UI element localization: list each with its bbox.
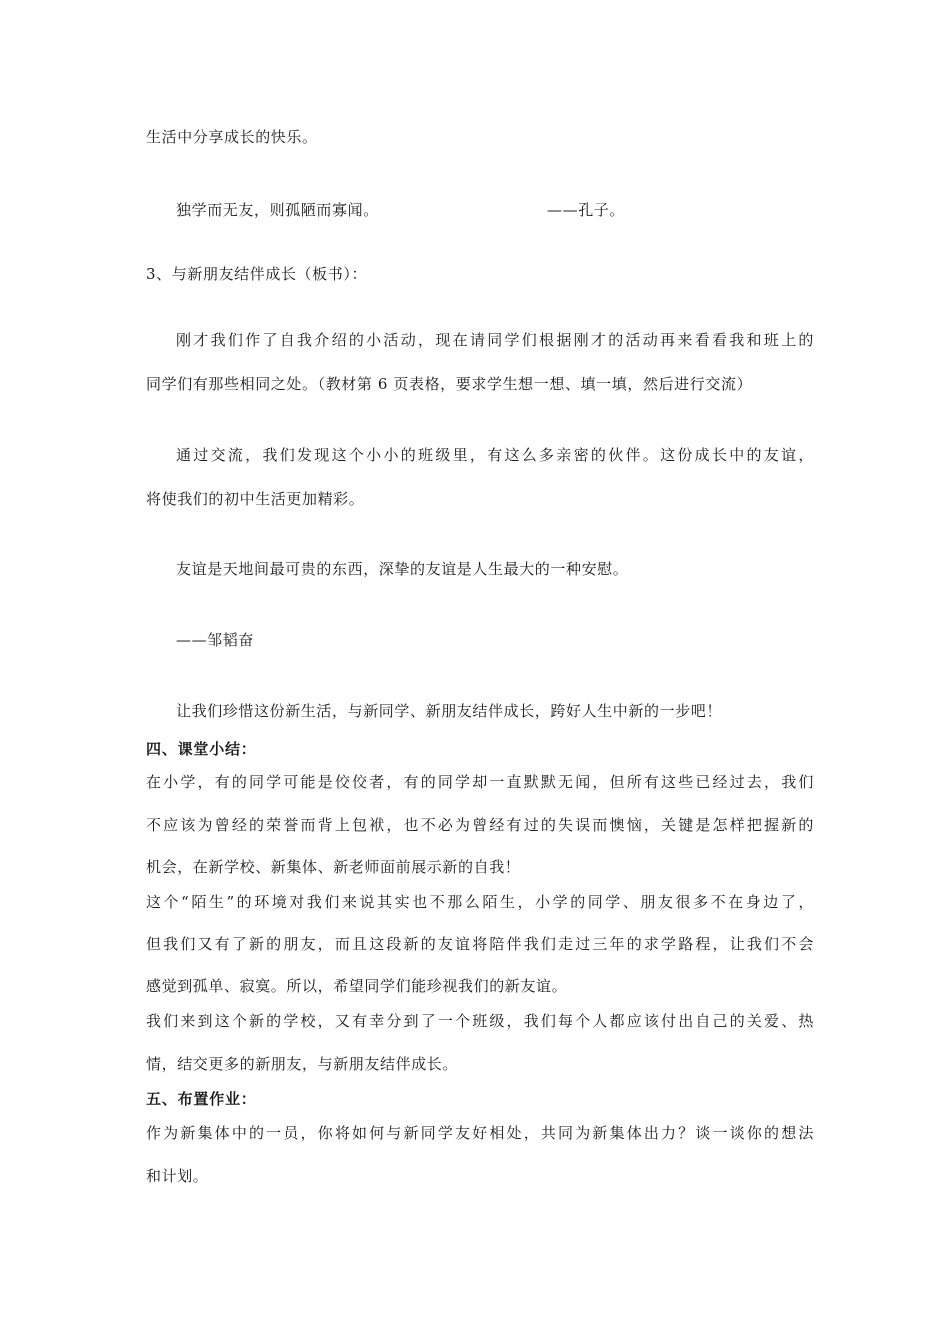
paragraph-line: 我们来到这个新的学校，又有幸分到了一个班级，我们每个人都应该付出自己的关爱、热 [146,1012,814,1030]
paragraph-line: 感觉到孤单、寂寞。所以，希望同学们能珍视我们的新友谊。 [146,977,568,995]
section-heading-summary: 四、课堂小结： [146,740,257,758]
paragraph-line: 刚才我们作了自我介绍的小活动，现在请同学们根据刚才的活动再来看看我和班上的 [176,331,814,349]
paragraph-line: 这个“陌生”的环境对我们来说其实也不那么陌生，小学的同学、朋友很多不在身边了， [146,893,814,911]
paragraph-line: 生活中分享成长的快乐。 [146,128,318,146]
closing-line: 让我们珍惜这份新生活，与新同学、新朋友结伴成长，跨好人生中新的一步吧！ [176,702,723,720]
paragraph-line: 同学们有那些相同之处。（教材第 6 页表格，要求学生想一想、填一填，然后进行交流） [146,375,753,393]
quote-author-zou-taofen: ——邹韬奋 [176,631,255,649]
paragraph-line: 作为新集体中的一员，你将如何与新同学友好相处，共同为新集体出力？谈一谈你的想法 [146,1124,814,1142]
paragraph-line: 通过交流，我们发现这个小小的班级里，有这么多亲密的伙伴。这份成长中的友谊， [176,446,814,464]
paragraph-line: 机会，在新学校、新集体、新老师面前展示新的自我！ [146,858,521,876]
paragraph-line: 不应该为曾经的荣誉而背上包袱，也不必为曾经有过的失误而懊恼，关键是怎样把握新的 [146,816,814,834]
quote-confucius: 独学而无友，则孤陋而寡闻。 [176,201,379,219]
paragraph-line: 情，结交更多的新朋友，与新朋友结伴成长。 [146,1055,459,1073]
section-heading-step3: 3、与新朋友结伴成长（板书）： [146,265,368,283]
quote-author-confucius: ——孔子。 [547,201,626,219]
paragraph-line: 但我们又有了新的朋友，而且这段新的友谊将陪伴我们走过三年的求学路程，让我们不会 [146,935,814,953]
section-heading-homework: 五、布置作业： [146,1090,257,1108]
paragraph-line: 在小学，有的同学可能是佼佼者，有的同学却一直默默无闻，但所有这些已经过去，我们 [146,773,814,791]
quote-zou-taofen: 友谊是天地间最可贵的东西，深挚的友谊是人生最大的一种安慰。 [176,560,629,578]
paragraph-line: 和计划。 [146,1167,209,1185]
paragraph-line: 将使我们的初中生活更加精彩。 [146,490,365,508]
